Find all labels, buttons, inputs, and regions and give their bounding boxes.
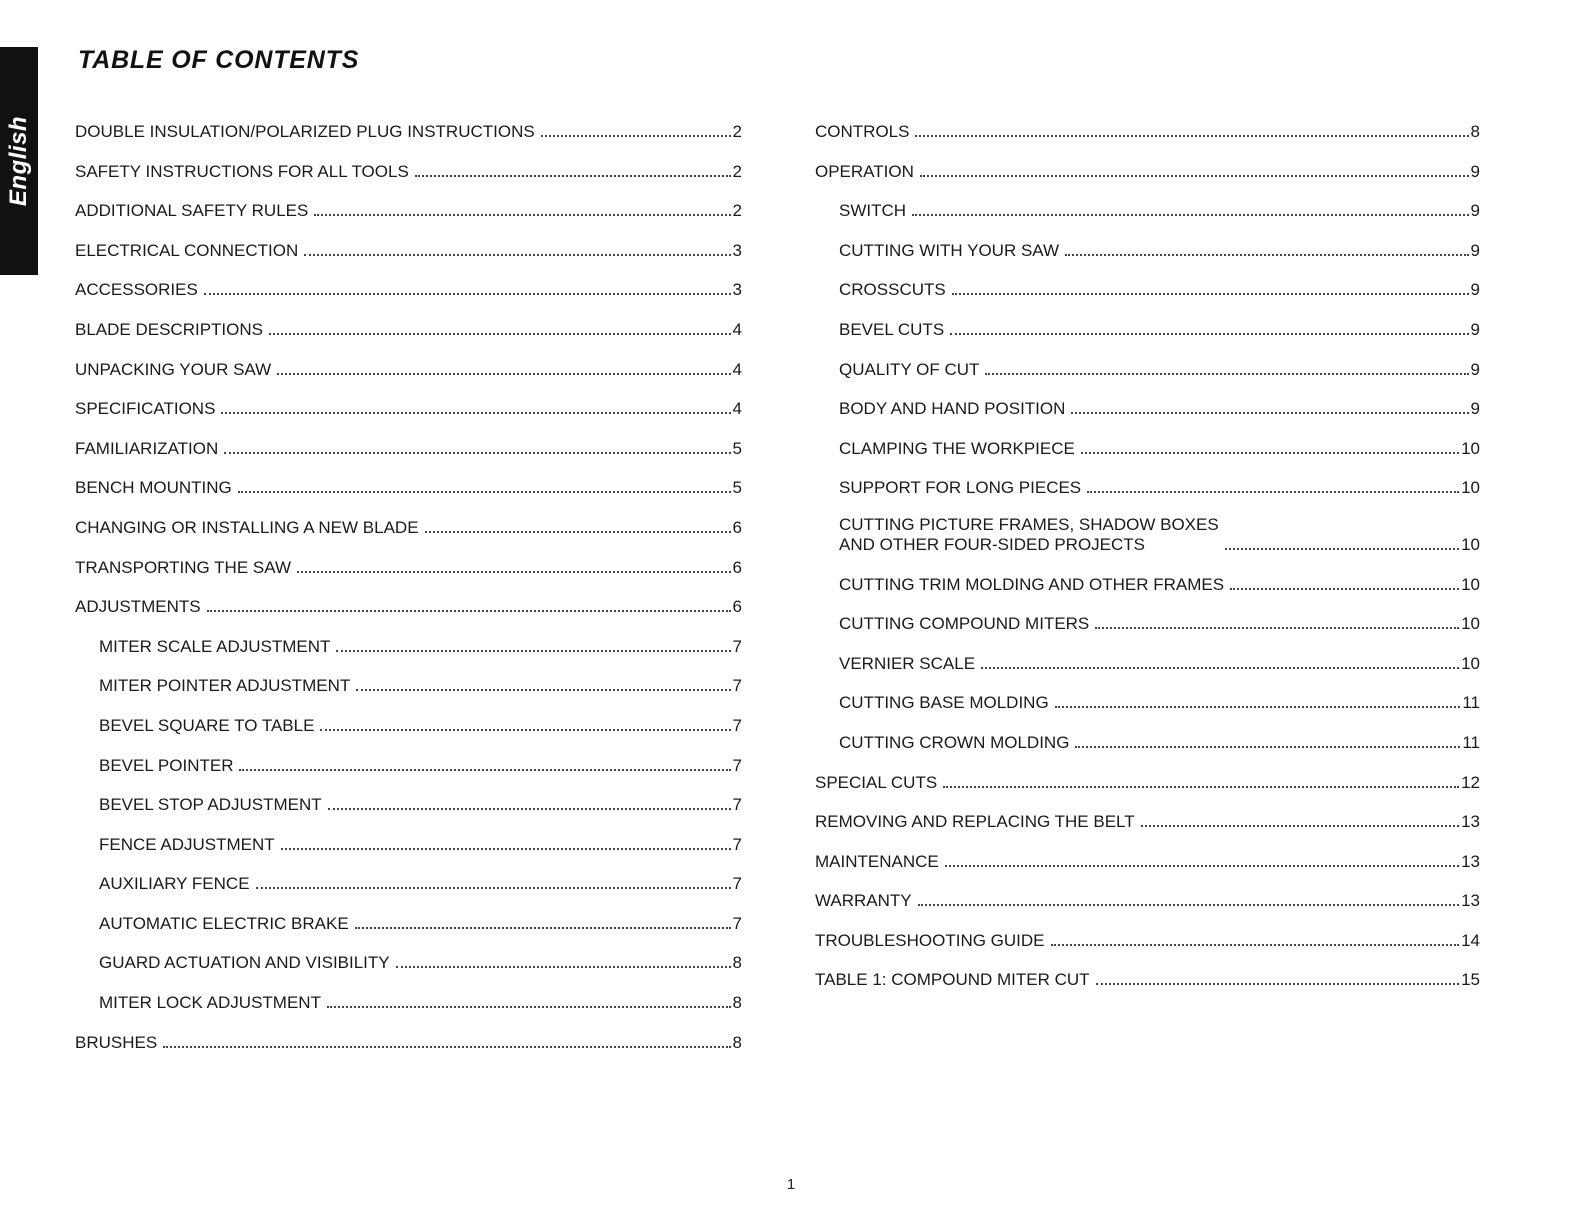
dot-leader — [415, 175, 731, 177]
language-tab-label: English — [5, 115, 33, 207]
toc-entry-label: AUTOMATIC ELECTRIC BRAKE — [99, 913, 349, 933]
toc-entry-page: 8 — [732, 953, 742, 973]
dot-leader — [950, 333, 1468, 335]
toc-entry — [815, 515, 1480, 555]
toc-entry-label: CROSSCUTS — [839, 280, 946, 300]
toc-entry — [75, 950, 742, 973]
dot-leader — [239, 769, 730, 771]
toc-entry-page: 4 — [732, 359, 742, 379]
toc-entry-label: SUPPORT FOR LONG PIECES — [839, 478, 1082, 498]
toc-entry — [815, 690, 1480, 713]
toc-entry-page: 13 — [1461, 812, 1480, 832]
toc-entry — [75, 238, 742, 261]
toc-entry-label: MITER SCALE ADJUSTMENT — [99, 636, 331, 656]
toc-entry-label: DOUBLE INSULATION/POLARIZED PLUG INSTRUCTIONS — [75, 122, 535, 141]
toc-entry-label: SWITCH — [839, 201, 907, 221]
toc-entry-page: 6 — [732, 557, 742, 577]
toc-entry — [75, 198, 742, 221]
dot-leader — [238, 491, 731, 493]
toc-entry — [75, 1030, 742, 1053]
dot-leader — [320, 729, 730, 731]
dot-leader — [981, 667, 1459, 669]
dot-leader — [952, 293, 1469, 295]
dot-leader — [207, 610, 731, 612]
toc-entry — [75, 792, 742, 815]
toc-entry-page: 3 — [732, 240, 742, 260]
toc-entry-page: 11 — [1462, 693, 1480, 713]
toc-entry-label: MITER POINTER ADJUSTMENT — [99, 676, 351, 696]
dot-leader — [985, 373, 1468, 375]
toc-entry-label: AUXILIARY FENCE — [99, 874, 250, 894]
toc-entry-page: 10 — [1461, 614, 1480, 634]
dot-leader — [224, 452, 730, 454]
toc-entry — [75, 555, 742, 578]
toc-entry — [815, 357, 1480, 380]
toc-entry-page: 10 — [1461, 653, 1480, 673]
toc-entry-label: MAINTENANCE — [815, 851, 939, 871]
toc-entry — [75, 475, 742, 498]
toc-entry-label: BODY AND HAND POSITION — [839, 399, 1066, 419]
dot-leader — [1075, 746, 1460, 748]
toc-entry-page: 2 — [732, 201, 742, 221]
toc-entry-label: BRUSHES — [75, 1032, 158, 1052]
dot-leader — [281, 848, 731, 850]
toc-entry-page: 6 — [732, 597, 742, 617]
dot-leader — [1096, 983, 1460, 985]
toc-entry-label: ACCESSORIES — [75, 280, 198, 300]
toc-entry — [815, 770, 1480, 793]
dot-leader — [1225, 548, 1459, 550]
dot-leader — [1087, 491, 1459, 493]
toc-entry-label: WARRANTY — [815, 891, 912, 911]
dot-leader — [1065, 254, 1468, 256]
toc-entry-page: 5 — [732, 438, 742, 458]
dot-leader — [355, 927, 731, 929]
toc-entry-page: 7 — [732, 795, 742, 815]
toc-entry — [815, 967, 1480, 990]
toc-entry — [815, 651, 1480, 674]
toc-entry — [75, 673, 742, 696]
toc-entry — [815, 730, 1480, 753]
toc-entry-label: ADJUSTMENTS — [75, 597, 201, 617]
toc-entry — [815, 238, 1480, 261]
toc-entry-page: 6 — [732, 517, 742, 537]
toc-entry-page: 10 — [1461, 574, 1480, 594]
dot-leader — [1230, 588, 1459, 590]
dot-leader — [327, 1006, 731, 1008]
toc-entry — [75, 159, 742, 182]
toc-entry — [815, 396, 1480, 419]
dot-leader — [1141, 825, 1459, 827]
dot-leader — [541, 135, 731, 137]
toc-entry — [75, 119, 742, 142]
dot-leader — [297, 571, 731, 573]
toc-entry — [75, 317, 742, 340]
toc-entry-label: OPERATION — [815, 161, 914, 181]
toc-entry-label: MITER LOCK ADJUSTMENT — [99, 993, 321, 1013]
dot-leader — [269, 333, 731, 335]
toc-entry-page: 9 — [1470, 359, 1480, 379]
toc-entry — [815, 159, 1480, 182]
toc-entry — [815, 277, 1480, 300]
toc-entry-page: 7 — [732, 715, 742, 735]
language-tab — [0, 47, 38, 275]
toc-entry-page: 8 — [1470, 122, 1480, 141]
toc-entry — [75, 396, 742, 419]
toc-entry-page: 9 — [1470, 280, 1480, 300]
toc-entry-page: 10 — [1461, 534, 1480, 554]
dot-leader — [920, 175, 1469, 177]
toc-entry-label: TROUBLESHOOTING GUIDE — [815, 930, 1045, 950]
toc-entry-page: 13 — [1461, 891, 1480, 911]
dot-leader — [425, 531, 731, 533]
toc-entry — [75, 357, 742, 380]
toc-entry-label: CUTTING PICTURE FRAMES, SHADOW BOXES AND OTHER FOUR-SIDED PROJECTS — [839, 514, 1219, 554]
toc-entry-label: BEVEL SQUARE TO TABLE — [99, 715, 315, 735]
toc-entry-page: 10 — [1461, 478, 1480, 498]
toc-right-column — [815, 119, 1480, 1007]
dot-leader — [1051, 944, 1460, 946]
toc-entry-page: 10 — [1461, 438, 1480, 458]
toc-entry-page: 8 — [732, 1032, 742, 1052]
toc-entry-page: 7 — [732, 834, 742, 854]
toc-entry-label: REMOVING AND REPLACING THE BELT — [815, 812, 1135, 832]
toc-entry — [75, 277, 742, 300]
toc-entry-page: 2 — [732, 122, 742, 141]
toc-entry-label: BEVEL POINTER — [99, 755, 234, 775]
toc-entry-label: CUTTING COMPOUND MITERS — [839, 614, 1090, 634]
toc-entry — [815, 119, 1480, 142]
toc-entry — [75, 753, 742, 776]
dot-leader — [1081, 452, 1459, 454]
toc-entry-label: CUTTING WITH YOUR SAW — [839, 240, 1060, 260]
toc-entry-label: BEVEL CUTS — [839, 319, 945, 339]
toc-entry-label: CUTTING TRIM MOLDING AND OTHER FRAMES — [839, 574, 1225, 594]
toc-entry-label: UNPACKING YOUR SAW — [75, 359, 272, 379]
toc-entry — [75, 515, 742, 538]
toc-entry-label: TRANSPORTING THE SAW — [75, 557, 291, 577]
toc-entry-page: 9 — [1470, 319, 1480, 339]
dot-leader — [336, 650, 730, 652]
dot-leader — [945, 865, 1459, 867]
toc-entry-label: BLADE DESCRIPTIONS — [75, 319, 263, 339]
dot-leader — [277, 373, 730, 375]
page-title: TABLE OF CONTENTS — [78, 46, 360, 74]
toc-entry-page: 7 — [732, 755, 742, 775]
dot-leader — [1071, 412, 1468, 414]
toc-entry-label: SPECIAL CUTS — [815, 772, 938, 792]
toc-entry-label: BENCH MOUNTING — [75, 478, 232, 498]
toc-entry — [815, 317, 1480, 340]
toc-entry — [815, 436, 1480, 459]
toc-entry-page: 7 — [732, 913, 742, 933]
toc-entry-label: CUTTING CROWN MOLDING — [839, 732, 1070, 752]
toc-entry-page: 13 — [1461, 851, 1480, 871]
toc-entry-page: 14 — [1461, 930, 1480, 950]
toc-entry-page: 8 — [732, 993, 742, 1013]
toc-entry — [815, 928, 1480, 951]
toc-entry — [75, 990, 742, 1013]
toc-entry-page: 7 — [732, 636, 742, 656]
toc-entry-label: BEVEL STOP ADJUSTMENT — [99, 795, 322, 815]
toc-entry — [815, 888, 1480, 911]
toc-entry — [815, 475, 1480, 498]
toc-entry-page: 3 — [732, 280, 742, 300]
dot-leader — [221, 412, 730, 414]
dot-leader — [314, 214, 730, 216]
toc-entry-label: SPECIFICATIONS — [75, 399, 216, 419]
toc-entry-page: 7 — [732, 874, 742, 894]
toc-entry-page: 4 — [732, 319, 742, 339]
dot-leader — [943, 786, 1459, 788]
toc-entry-label: CUTTING BASE MOLDING — [839, 693, 1049, 713]
toc-entry-label: QUALITY OF CUT — [839, 359, 980, 379]
toc-entry — [815, 809, 1480, 832]
toc-entry — [75, 594, 742, 617]
toc-entry-page: 9 — [1470, 399, 1480, 419]
toc-entry-label: VERNIER SCALE — [839, 653, 976, 673]
toc-entry — [75, 713, 742, 736]
toc-entry — [815, 849, 1480, 872]
dot-leader — [915, 135, 1468, 137]
dot-leader — [1055, 706, 1461, 708]
dot-leader — [328, 808, 731, 810]
toc-entry-page: 9 — [1470, 240, 1480, 260]
toc-entry-label: CONTROLS — [815, 122, 910, 141]
toc-entry-label: ELECTRICAL CONNECTION — [75, 240, 299, 260]
toc-entry-page: 5 — [732, 478, 742, 498]
toc-entry-page: 4 — [732, 399, 742, 419]
toc-entry — [75, 634, 742, 657]
toc-entry-label: SAFETY INSTRUCTIONS FOR ALL TOOLS — [75, 161, 409, 181]
page-number: 1 — [786, 1176, 796, 1193]
toc-entry-label: ADDITIONAL SAFETY RULES — [75, 201, 309, 221]
dot-leader — [304, 254, 730, 256]
toc-entry — [815, 198, 1480, 221]
toc-entry-page: 2 — [732, 161, 742, 181]
toc-entry-page: 7 — [732, 676, 742, 696]
dot-leader — [1095, 627, 1459, 629]
toc-entry-label: GUARD ACTUATION AND VISIBILITY — [99, 953, 390, 973]
toc-entry-label: FENCE ADJUSTMENT — [99, 834, 275, 854]
toc-entry-label: CHANGING OR INSTALLING A NEW BLADE — [75, 517, 419, 537]
toc-entry-page: 12 — [1461, 772, 1480, 792]
dot-leader — [163, 1046, 730, 1048]
toc-entry-page: 9 — [1470, 161, 1480, 181]
dot-leader — [256, 887, 731, 889]
toc-entry-label: TABLE 1: COMPOUND MITER CUT — [815, 970, 1090, 990]
toc-entry-page: 11 — [1462, 732, 1480, 752]
dot-leader — [204, 293, 731, 295]
toc-entry-label: CLAMPING THE WORKPIECE — [839, 438, 1075, 458]
toc-entry-page: 9 — [1470, 201, 1480, 221]
dot-leader — [396, 966, 731, 968]
toc-entry-page: 15 — [1461, 970, 1480, 990]
toc-entry — [75, 871, 742, 894]
dot-leader — [918, 904, 1459, 906]
toc-entry — [815, 572, 1480, 595]
dot-leader — [912, 214, 1468, 216]
dot-leader — [356, 689, 730, 691]
toc-entry — [815, 611, 1480, 634]
toc-entry-label: FAMILIARIZATION — [75, 438, 219, 458]
toc-left-column — [75, 119, 742, 1069]
toc-entry — [75, 832, 742, 855]
toc-entry — [75, 436, 742, 459]
toc-entry — [75, 911, 742, 934]
